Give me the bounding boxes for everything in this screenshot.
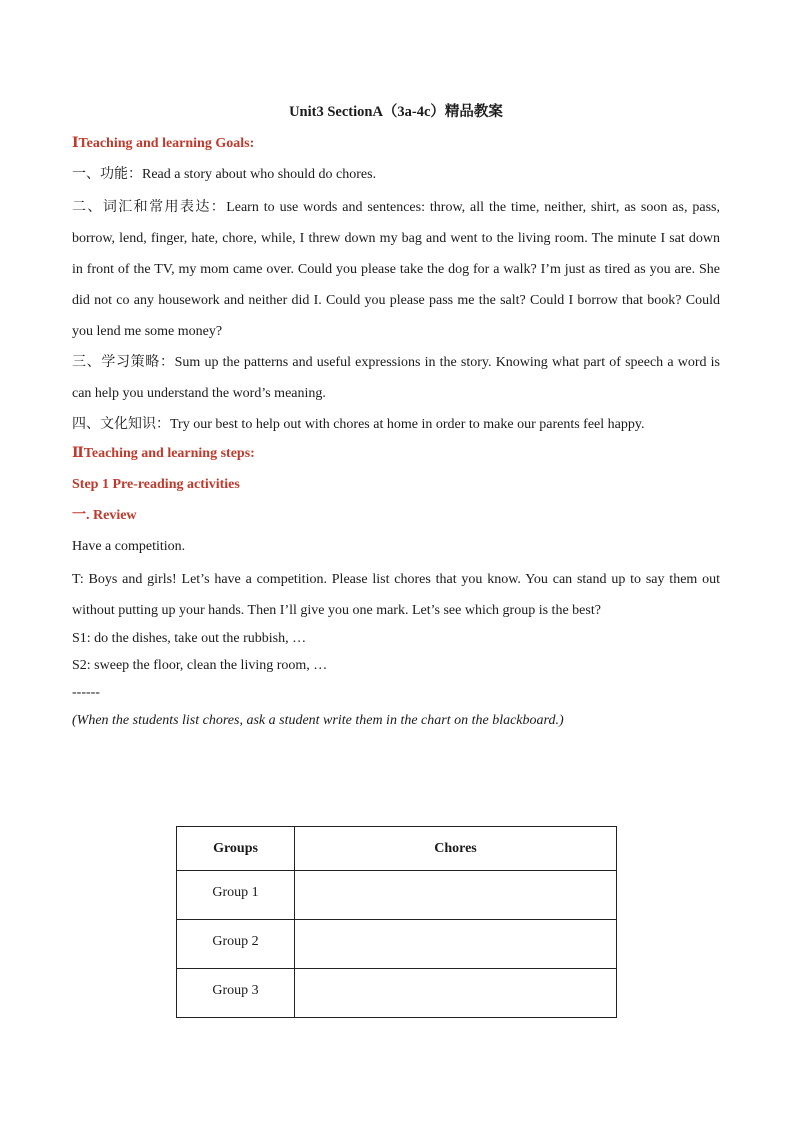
chores-table — [176, 826, 617, 1018]
chores-table-wrapper — [176, 826, 617, 1018]
table-row — [177, 871, 617, 920]
group-cell: Group 2 — [177, 920, 295, 969]
goal-strategy: 三、学习策略：Sum up the patterns and useful expressions in the story. Knowing what part of speech a word is can help you understand the word’s meaning. — [72, 355, 720, 401]
document-body — [72, 100, 720, 735]
table-header-row — [177, 827, 617, 871]
group-cell: Group 3 — [177, 969, 295, 1018]
goal-vocabulary: 二、词汇和常用表达：Learn to use words and sentences: throw, all the time, neither, shirt, as soon as, pass, borrow, lend, finger, hate, chore, while, I threw down my bag and went to the living room. The minute I sat down in front of the TV, my mom came over. Could you please take the dog for a walk? I’m just as tired as you are. She did not co any housework and neither did I. Could you please pass me the salt? Could I borrow that book? Could you lend me some money? — [72, 200, 720, 339]
section-heading-steps: ⅡTeaching and learning steps: — [72, 446, 255, 461]
chores-cell — [295, 920, 617, 969]
goal-function: 一、功能：Read a story about who should do chores. — [72, 167, 377, 182]
page-title: Unit3 SectionA（3a-4c）精品教案 — [289, 104, 503, 120]
header-groups: Groups — [177, 827, 295, 871]
student1-line: S1: do the dishes, take out the rubbish, … — [72, 631, 307, 646]
review-heading: 一. Review — [72, 508, 137, 523]
goal-culture: 四、文化知识：Try our best to help out with chores at home in order to make our parents feel happy. — [72, 417, 645, 432]
table-row — [177, 920, 617, 969]
chores-cell — [295, 871, 617, 920]
step1-heading: Step 1 Pre-reading activities — [72, 477, 240, 492]
teacher-line: T: Boys and girls! Let’s have a competition. Please list chores that you know. You can stand up to say them out without putting up your hands. Then I’ll give you one mark. Let’s see which group is the best? — [72, 572, 720, 618]
dashes-line: ------ — [72, 685, 100, 700]
student2-line: S2: sweep the floor, clean the living room, … — [72, 658, 328, 673]
competition-line: Have a competition. — [72, 539, 186, 554]
table-row — [177, 969, 617, 1018]
section-heading-goals: ⅠTeaching and learning Goals: — [72, 136, 255, 151]
chores-cell — [295, 969, 617, 1018]
header-chores: Chores — [295, 827, 617, 871]
instruction-note: (When the students list chores, ask a student write them in the chart on the blackboard.) — [72, 713, 564, 728]
group-cell: Group 1 — [177, 871, 295, 920]
